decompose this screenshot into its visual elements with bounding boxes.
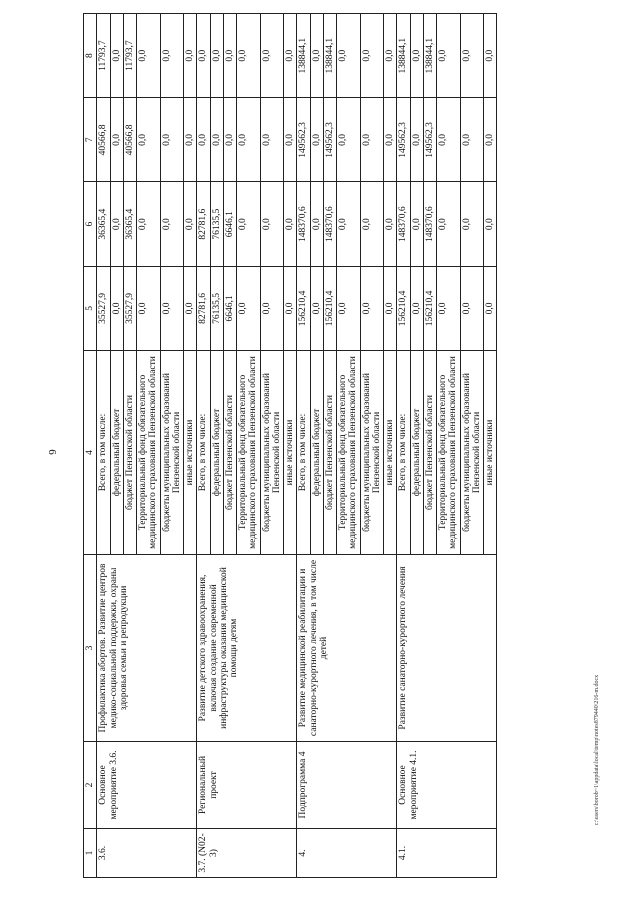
group-number-cell: 3.6. <box>97 829 197 878</box>
value-cell: 138844,1 <box>297 14 310 98</box>
funding-source-cell: бюджет Пензенской области <box>223 351 236 555</box>
table-row <box>197 14 210 878</box>
value-cell: 0,0 <box>410 98 423 182</box>
group-number-cell: 4.1. <box>397 829 497 878</box>
value-cell: 0,0 <box>410 14 423 98</box>
value-cell: 0,0 <box>197 98 210 182</box>
funding-source-cell: бюджет Пензенской области <box>323 351 336 555</box>
value-cell: 0,0 <box>460 98 484 182</box>
group-type-cell: Основное мероприятие 4.1. <box>397 742 497 829</box>
value-cell: 76135,5 <box>210 266 223 350</box>
value-cell: 0,0 <box>360 14 384 98</box>
funding-source-cell: иные источники <box>284 351 297 555</box>
value-cell: 149562,3 <box>297 98 310 182</box>
value-cell: 0,0 <box>310 98 323 182</box>
footer-file-path: c:\users\borob~1\appdata\local\temp\notes879440\216-m.docx <box>594 674 600 826</box>
value-cell: 138844,1 <box>423 14 436 98</box>
value-cell: 0,0 <box>410 182 423 266</box>
funding-source-cell: Всего, в том числе: <box>297 351 310 555</box>
value-cell: 0,0 <box>237 182 261 266</box>
value-cell: 6646,1 <box>223 182 236 266</box>
value-cell: 0,0 <box>310 14 323 98</box>
value-cell: 0,0 <box>184 98 197 182</box>
value-cell: 148370,6 <box>297 182 310 266</box>
value-cell: 0,0 <box>160 182 184 266</box>
value-cell: 0,0 <box>137 182 161 266</box>
value-cell: 138844,1 <box>397 14 410 98</box>
table-row <box>297 14 310 878</box>
value-cell: 6646,1 <box>223 266 236 350</box>
value-cell: 0,0 <box>137 98 161 182</box>
funding-source-cell: бюджет Пензенской области <box>423 351 436 555</box>
group-number-cell: 4. <box>297 829 397 878</box>
header-cell: 4 <box>84 351 97 555</box>
value-cell: 11793,7 <box>123 14 136 98</box>
value-cell: 0,0 <box>223 98 236 182</box>
value-cell: 149562,3 <box>323 98 336 182</box>
value-cell: 0,0 <box>384 98 397 182</box>
group-number-cell: 3.7. (N02-3) <box>197 829 297 878</box>
value-cell: 0,0 <box>284 14 297 98</box>
value-cell: 0,0 <box>484 98 497 182</box>
value-cell: 0,0 <box>437 98 461 182</box>
funding-source-cell: Всего, в том числе: <box>197 351 210 555</box>
value-cell: 0,0 <box>460 266 484 350</box>
value-cell: 0,0 <box>237 266 261 350</box>
value-cell: 0,0 <box>197 14 210 98</box>
value-cell: 156210,4 <box>397 266 410 350</box>
value-cell: 0,0 <box>160 266 184 350</box>
value-cell: 0,0 <box>337 266 361 350</box>
header-row <box>84 14 97 878</box>
table-row <box>97 14 110 878</box>
value-cell: 0,0 <box>460 14 484 98</box>
value-cell: 0,0 <box>260 14 284 98</box>
value-cell: 0,0 <box>384 266 397 350</box>
value-cell: 0,0 <box>310 266 323 350</box>
funding-source-cell: бюджет Пензенской области <box>123 351 136 555</box>
value-cell: 0,0 <box>260 182 284 266</box>
value-cell: 0,0 <box>310 182 323 266</box>
value-cell: 35527,9 <box>97 266 110 350</box>
rotated-table-frame <box>83 13 596 878</box>
group-type-cell: Основное мероприятие 3.6. <box>97 742 197 829</box>
value-cell: 0,0 <box>210 98 223 182</box>
value-cell: 0,0 <box>410 266 423 350</box>
group-name-cell: Развитие детского здравоохранения, включая создание современной инфраструктуры оказания медицинской помощи детям <box>197 555 297 742</box>
value-cell: 0,0 <box>110 14 123 98</box>
header-cell: 7 <box>84 98 97 182</box>
value-cell: 0,0 <box>337 98 361 182</box>
funding-source-cell: Территориальный фонд обязательного медицинского страхования Пензенской области <box>237 351 261 555</box>
funding-source-cell: Территориальный фонд обязательного медицинского страхования Пензенской области <box>337 351 361 555</box>
funding-source-cell: Всего, в том числе: <box>97 351 110 555</box>
value-cell: 156210,4 <box>297 266 310 350</box>
group-type-cell: Региональный проект <box>197 742 297 829</box>
funding-source-cell: бюджеты муниципальных образований Пензенской области <box>260 351 284 555</box>
header-cell: 3 <box>84 555 97 742</box>
value-cell: 35527,9 <box>123 266 136 350</box>
value-cell: 0,0 <box>210 14 223 98</box>
value-cell: 0,0 <box>437 266 461 350</box>
value-cell: 0,0 <box>337 182 361 266</box>
value-cell: 138844,1 <box>323 14 336 98</box>
value-cell: 40566,8 <box>97 98 110 182</box>
value-cell: 36365,4 <box>97 182 110 266</box>
value-cell: 149562,3 <box>397 98 410 182</box>
header-cell: 1 <box>84 829 97 878</box>
value-cell: 0,0 <box>284 266 297 350</box>
value-cell: 0,0 <box>184 266 197 350</box>
funding-source-cell: федеральный бюджет <box>410 351 423 555</box>
value-cell: 36365,4 <box>123 182 136 266</box>
value-cell: 0,0 <box>110 266 123 350</box>
value-cell: 0,0 <box>110 182 123 266</box>
value-cell: 76135,5 <box>210 182 223 266</box>
value-cell: 0,0 <box>260 266 284 350</box>
value-cell: 0,0 <box>223 14 236 98</box>
funding-source-cell: бюджеты муниципальных образований Пензенской области <box>460 351 484 555</box>
value-cell: 82781,6 <box>197 266 210 350</box>
funding-source-cell: федеральный бюджет <box>210 351 223 555</box>
table-row <box>397 14 410 878</box>
funding-source-cell: Территориальный фонд обязательного медицинского страхования Пензенской области <box>437 351 461 555</box>
value-cell: 156210,4 <box>323 266 336 350</box>
header-cell: 6 <box>84 182 97 266</box>
value-cell: 0,0 <box>260 98 284 182</box>
value-cell: 0,0 <box>160 14 184 98</box>
value-cell: 148370,6 <box>423 182 436 266</box>
value-cell: 0,0 <box>337 14 361 98</box>
value-cell: 82781,6 <box>197 182 210 266</box>
group-name-cell: Развитие медицинской реабилитации и санаторно-курортного лечения, в том числе детей <box>297 555 397 742</box>
value-cell: 0,0 <box>184 182 197 266</box>
funding-source-cell: иные источники <box>184 351 197 555</box>
group-type-cell: Подпрограмма 4 <box>297 742 397 829</box>
value-cell: 0,0 <box>237 14 261 98</box>
value-cell: 0,0 <box>184 14 197 98</box>
header-cell: 8 <box>84 14 97 98</box>
value-cell: 11793,7 <box>97 14 110 98</box>
value-cell: 0,0 <box>110 98 123 182</box>
value-cell: 156210,4 <box>423 266 436 350</box>
value-cell: 0,0 <box>137 14 161 98</box>
value-cell: 40566,8 <box>123 98 136 182</box>
value-cell: 0,0 <box>137 266 161 350</box>
value-cell: 0,0 <box>360 98 384 182</box>
funding-source-cell: Всего, в том числе: <box>397 351 410 555</box>
value-cell: 0,0 <box>384 182 397 266</box>
value-cell: 0,0 <box>360 266 384 350</box>
value-cell: 0,0 <box>160 98 184 182</box>
funding-source-cell: федеральный бюджет <box>310 351 323 555</box>
funding-source-cell: федеральный бюджет <box>110 351 123 555</box>
value-cell: 0,0 <box>437 182 461 266</box>
financing-table <box>83 13 497 878</box>
funding-source-cell: бюджеты муниципальных образований Пензенской области <box>360 351 384 555</box>
header-cell: 5 <box>84 266 97 350</box>
value-cell: 0,0 <box>437 14 461 98</box>
group-name-cell: Развитие санаторно-курортного лечения <box>397 555 497 742</box>
value-cell: 0,0 <box>237 98 261 182</box>
value-cell: 0,0 <box>484 182 497 266</box>
value-cell: 0,0 <box>360 182 384 266</box>
value-cell: 148370,6 <box>397 182 410 266</box>
value-cell: 0,0 <box>284 98 297 182</box>
group-name-cell: Профилактика абортов. Развитие центров медико-социальной поддержки, охраны здоровья семьи и репродукции <box>97 555 197 742</box>
value-cell: 0,0 <box>484 266 497 350</box>
value-cell: 0,0 <box>284 182 297 266</box>
table-body <box>97 14 497 878</box>
funding-source-cell: бюджеты муниципальных образований Пензенской области <box>160 351 184 555</box>
funding-source-cell: иные источники <box>484 351 497 555</box>
value-cell: 0,0 <box>384 14 397 98</box>
value-cell: 148370,6 <box>323 182 336 266</box>
funding-source-cell: иные источники <box>384 351 397 555</box>
header-cell: 2 <box>84 742 97 829</box>
funding-source-cell: Территориальный фонд обязательного медицинского страхования Пензенской области <box>137 351 161 555</box>
value-cell: 0,0 <box>484 14 497 98</box>
value-cell: 149562,3 <box>423 98 436 182</box>
value-cell: 0,0 <box>460 182 484 266</box>
page-number: 6 <box>46 449 58 455</box>
